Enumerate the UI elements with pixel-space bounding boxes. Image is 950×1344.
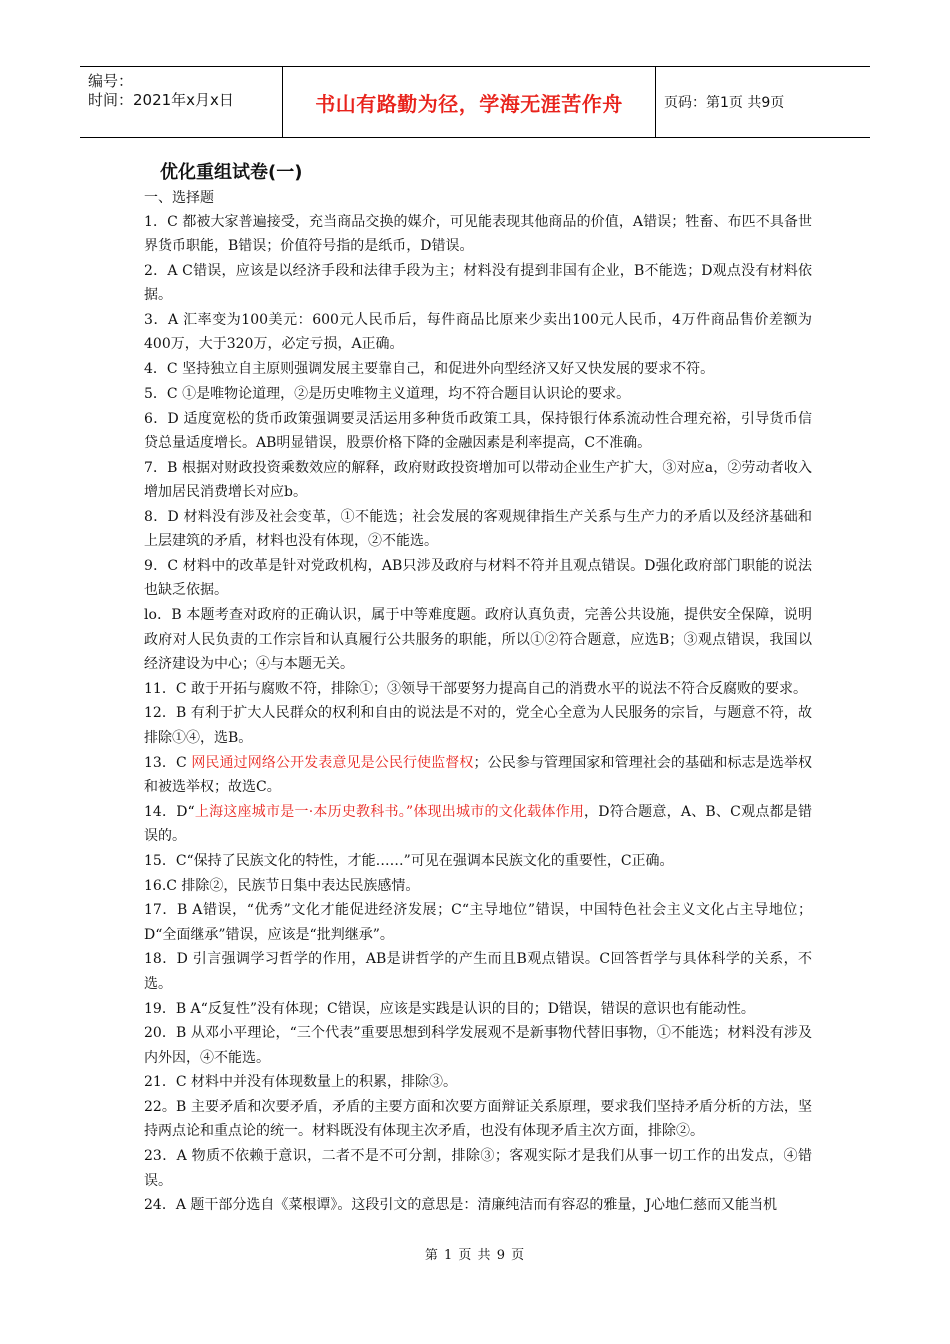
answer-item: 21．C 材料中并没有体现数量上的积累，排除③。 [144, 1074, 457, 1091]
header-motto: 书山有路勤为径，学海无涯苦作舟 [315, 91, 623, 116]
header-meta [80, 67, 283, 137]
header-motto-cell [283, 67, 656, 137]
answer-item: 16.C 排除②，民族节日集中表达民族感情。 [144, 877, 420, 894]
answer-list [144, 210, 812, 1218]
answer-item: 24．A 题干部分选自《菜根谭》。这段引文的意思是：清廉纯洁而有容忍的雅量，J心地仁慈而又能当机 [144, 1197, 777, 1214]
answer-item: 19．B A“反复性”没有体现；C错误，应该是实践是认识的目的；D错误，错误的意识也有能动性。 [144, 1000, 755, 1017]
document-number-label: 编号： [88, 72, 134, 90]
answer-item: 1．C 都被大家普遍接受，充当商品交换的媒介，可见能表现其他商品的价值，A错误；牲畜、布匹不具备世界货币职能，B错误；价值符号指的是纸币，D错误。 [144, 214, 812, 255]
answer-item [144, 800, 812, 849]
page-header [80, 66, 870, 138]
answer-item: 22。B 主要矛盾和次要矛盾，矛盾的主要方面和次要方面辩证关系原理，要求我们坚持矛盾分析的方法，坚持两点论和重点论的统一。材料既没有体现主次矛盾，也没有体现矛盾主次方面，排除②。 [144, 1099, 812, 1140]
answer-text: 14．D“ [144, 803, 195, 820]
answer-text: ；公民参与管理国家和管理社会的基础和标志是选举权和被选举权；故选C。 [144, 754, 813, 795]
document-title: 优化重组试卷(一) [160, 162, 303, 183]
answer-item: 9．C 材料中的改革是针对党政机构，AB只涉及政府与材料不符并且观点错误。D强化政府部门职能的说法也缺乏依据。 [144, 558, 812, 599]
answer-item: 15．C“保持了民族文化的特性，才能……”可见在强调本民族文化的重要性，C正确。 [144, 852, 674, 869]
answer-item: 18．D 引言强调学习哲学的作用，AB是讲哲学的产生而且B观点错误。C回答哲学与具体科学的关系，不选。 [144, 951, 812, 992]
answer-item: 3．A 汇率变为100美元：600元人民币后，每件商品比原来少卖出100元人民币，4万件商品售价差额为400万，大于320万，必定亏损，A正确。 [144, 312, 812, 353]
answer-item: 2．A C错误，应该是以经济手段和法律手段为主；材料没有提到非国有企业，B不能选；D观点没有材料依据。 [144, 263, 812, 304]
page-footer: 第 1 页 共 9 页 [424, 1248, 526, 1263]
answer-item: 20．B 从邓小平理论，“三个代表”重要思想到科学发展观不是新事物代替旧事物，①不能选；材料没有涉及内外因，④不能选。 [144, 1025, 812, 1066]
answer-item: 8．D 材料没有涉及社会变革，①不能选；社会发展的客观规律指生产关系与生产力的矛盾以及经济基础和上层建筑的矛盾，材料也没有体现，②不能选。 [144, 509, 812, 550]
answer-item: 6．D 适度宽松的货币政策强调要灵活运用多种货币政策工具，保持银行体系流动性合理充裕，引导货币信贷总量适度增长。AB明显错误，股票价格下降的金融因素是利率提高，C不准确。 [144, 410, 812, 452]
answer-item: 23．A 物质不依赖于意识，二者不是不可分割，排除③；客观实际才是我们从事一切工作的出发点，④错误。 [144, 1148, 812, 1189]
document-time-label: 时间：2021年x月x日 [88, 91, 234, 109]
answer-item: 4．C 坚持独立自主原则强调发展主要靠自己，和促进外向型经济又好又快发展的要求不符。 [144, 361, 715, 378]
header-page-cell [656, 67, 878, 137]
answer-text: 13．C [144, 754, 192, 771]
answer-item: 7．B 根据对财政投资乘数效应的解释，政府财政投资增加可以带动企业生产扩大，③对应a，②劳动者收入增加居民消费增长对应b。 [144, 459, 812, 501]
section-heading: 一、选择题 [144, 190, 214, 206]
answer-item: 11．C 敢于开拓与腐败不符，排除①；③领导干部要努力提高自己的消费水平的说法不符合反腐败的要求。 [144, 680, 807, 697]
answer-item: lo．B 本题考查对政府的正确认识，属于中等难度题。政府认真负责，完善公共设施，提供安全保障，说明政府对人民负责的工作宗旨和认真履行公共服务的职能，所以①②符合题意，应选B；③观点错误，我国以经济建设为中心；④与本题无关。 [144, 607, 812, 672]
answer-item: 17．B A错误，“优秀”文化才能促进经济发展；C“主导地位”错误，中国特色社会主义文化占主导地位；D“全面继承”错误，应该是“批判继承”。 [144, 902, 812, 943]
answer-item [144, 751, 812, 800]
answer-item: 12．B 有利于扩大人民群众的权利和自由的说法是不对的，党全心全意为人民服务的宗旨，与题意不符，故排除①④，选B。 [144, 705, 812, 746]
answer-text: ，D符合题意，A、B、C观点都是错误的。 [144, 803, 812, 844]
highlighted-text: 上海这座城市是一·本历史教科书。”体现出城市的文化载体作用 [194, 803, 585, 820]
answer-item: 5．C ①是唯物论道理，②是历史唯物主义道理，均不符合题目认识论的要求。 [144, 386, 631, 403]
header-page-number: 页码：第1页 共9页 [664, 95, 785, 111]
highlighted-text: 网民通过网络公开发表意见是公民行使监督权 [191, 754, 474, 771]
